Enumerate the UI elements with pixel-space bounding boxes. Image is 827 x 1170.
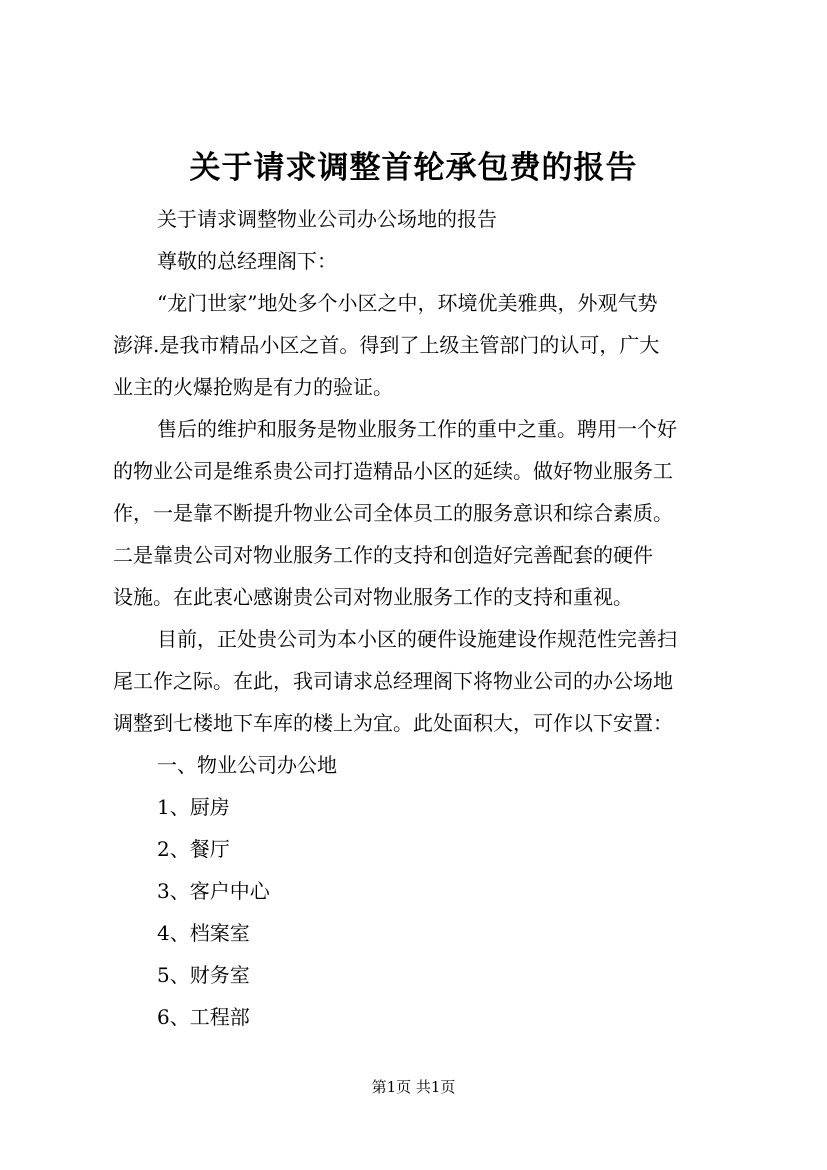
paragraph-line: 关于请求调整物业公司办公场地的报告 [157, 207, 497, 231]
list-item: 5、财务室 [157, 963, 250, 987]
list-item: 2、餐厅 [157, 837, 230, 861]
paragraph-line: 尾工作之际。在此，我司请求总经理阁下将物业公司的办公场地 [113, 669, 673, 693]
paragraph-line: 二是靠贵公司对物业服务工作的支持和创造好完善配套的硬件 [113, 543, 653, 567]
paragraph-line: “龙门世家”地处多个小区之中，环境优美雅典，外观气势 [157, 291, 658, 315]
paragraph-line: 尊敬的总经理阁下： [157, 249, 337, 273]
page-footer: 第1页 共1页 [371, 1078, 456, 1096]
paragraph-line: 澎湃.是我市精品小区之首。得到了上级主管部门的认可，广大 [113, 333, 660, 357]
paragraph-line: 设施。在此衷心感谢贵公司对物业服务工作的支持和重视。 [113, 585, 633, 609]
list-heading: 一、物业公司办公地 [157, 753, 337, 777]
paragraph-line: 目前，正处贵公司为本小区的硬件设施建设作规范性完善扫 [157, 627, 677, 651]
document-title: 关于请求调整首轮承包费的报告 [189, 150, 638, 186]
paragraph-line: 的物业公司是维系贵公司打造精品小区的延续。做好物业服务工 [113, 459, 673, 483]
paragraph-line: 业主的火爆抢购是有力的验证。 [113, 375, 393, 399]
list-item: 6、工程部 [157, 1005, 250, 1029]
list-item: 1、厨房 [157, 795, 230, 819]
paragraph-line: 售后的维护和服务是物业服务工作的重中之重。聘用一个好 [157, 417, 677, 441]
list-item: 4、档案室 [157, 921, 250, 945]
list-item: 3、客户中心 [157, 879, 270, 903]
paragraph-line: 作，一是靠不断提升物业公司全体员工的服务意识和综合素质。 [113, 501, 673, 525]
document-body [113, 198, 733, 1038]
paragraph-line: 调整到七楼地下车库的楼上为宜。此处面积大，可作以下安置： [113, 711, 673, 735]
